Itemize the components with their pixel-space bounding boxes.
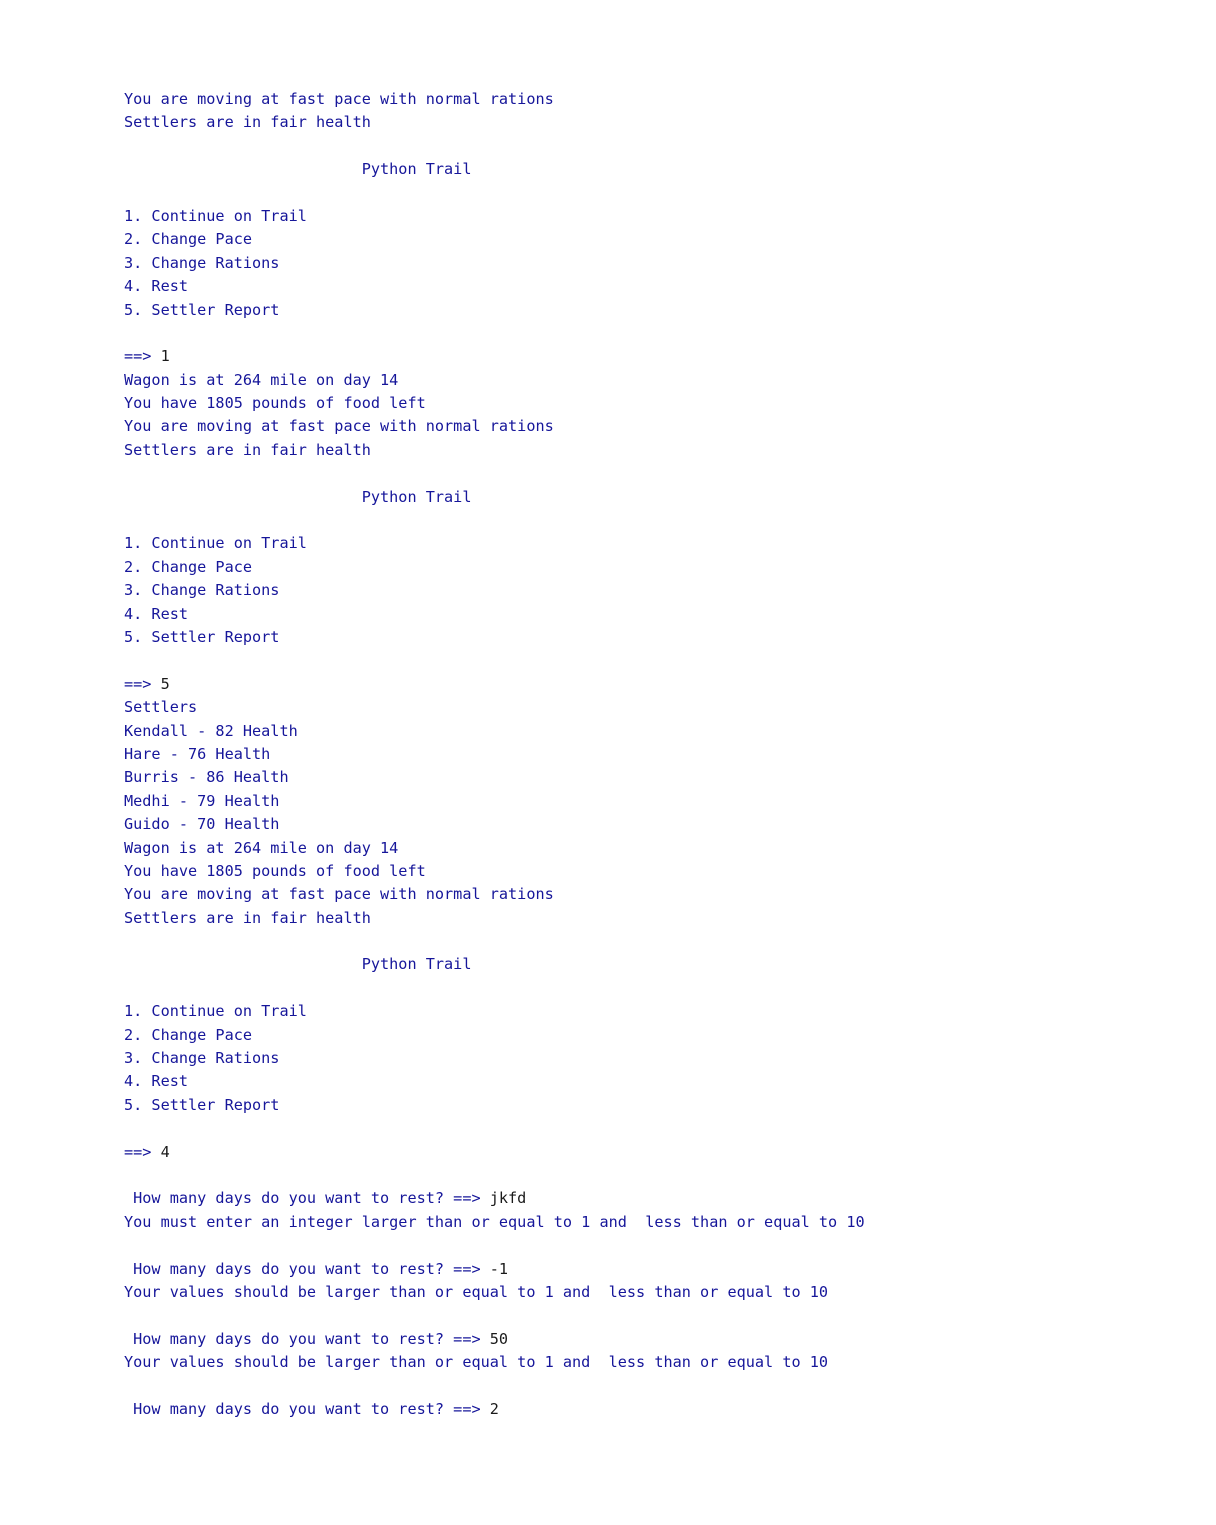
console-text: 5. Settler Report — [124, 627, 280, 646]
console-line — [124, 415, 1204, 438]
console-text: 1. Continue on Trail — [124, 206, 307, 225]
console-line — [124, 205, 1204, 228]
console-text: Medhi - 79 Health — [124, 791, 280, 810]
console-line — [124, 158, 1204, 181]
console-text: You are moving at fast pace with normal rations — [124, 417, 554, 436]
prompt-line — [124, 1258, 1204, 1281]
console-line — [124, 299, 1204, 322]
console-line — [124, 907, 1204, 930]
console-line — [124, 1304, 1204, 1327]
console-text: Your values should be larger than or equal to 1 and less than or equal to 10 — [124, 1353, 829, 1372]
prompt-line — [124, 345, 1204, 368]
console-text: Settlers — [124, 698, 198, 717]
console-text: Settlers are in fair health — [124, 440, 371, 459]
prompt-line — [124, 1187, 1204, 1210]
console-line — [124, 696, 1204, 719]
console-text: Guido - 70 Health — [124, 815, 280, 834]
console-text: ==> — [124, 1142, 161, 1161]
console-text: Python Trail — [124, 955, 472, 974]
console-line — [124, 626, 1204, 649]
console-line — [124, 790, 1204, 813]
console-line — [124, 556, 1204, 579]
console-line — [124, 509, 1204, 532]
console-line — [124, 486, 1204, 509]
console-line — [124, 252, 1204, 275]
console-text: Python Trail — [124, 160, 472, 179]
console-line — [124, 1047, 1204, 1070]
console-line — [124, 1374, 1204, 1397]
console-line — [124, 813, 1204, 836]
console-text: 5. Settler Report — [124, 1095, 280, 1114]
console-text: How many days do you want to rest? ==> — [124, 1399, 490, 1418]
prompt-line — [124, 1398, 1204, 1421]
console-text: 2. Change Pace — [124, 557, 253, 576]
user-input: 2 — [489, 1399, 499, 1418]
console-text: Your values should be larger than or equal to 1 and less than or equal to 10 — [124, 1282, 829, 1301]
console-text: 4. Rest — [124, 1072, 189, 1091]
console-text: 1. Continue on Trail — [124, 534, 307, 553]
console-text: 5. Settler Report — [124, 300, 280, 319]
console-line — [124, 392, 1204, 415]
console-text: ==> — [124, 347, 161, 366]
console-text: ==> — [124, 674, 161, 693]
prompt-line — [124, 1328, 1204, 1351]
console-line — [124, 603, 1204, 626]
console-text: How many days do you want to rest? ==> — [124, 1329, 490, 1348]
console-line — [124, 1000, 1204, 1023]
console-line — [124, 837, 1204, 860]
console-text: Settlers are in fair health — [124, 113, 371, 132]
user-input: 1 — [160, 347, 170, 366]
console-text: 1. Continue on Trail — [124, 1002, 307, 1021]
console-line — [124, 1094, 1204, 1117]
console-line — [124, 720, 1204, 743]
console-text: You are moving at fast pace with normal rations — [124, 885, 554, 904]
console-text: 3. Change Rations — [124, 581, 280, 600]
console-line — [124, 883, 1204, 906]
console-line — [124, 1117, 1204, 1140]
user-input: 5 — [160, 674, 170, 693]
console-text: Settlers are in fair health — [124, 908, 371, 927]
console-line — [124, 111, 1204, 134]
console-text: You are moving at fast pace with normal rations — [124, 90, 554, 108]
console-text: 4. Rest — [124, 604, 189, 623]
console-line — [124, 439, 1204, 462]
console-text: Burris - 86 Health — [124, 768, 289, 787]
console-text: 3. Change Rations — [124, 253, 280, 272]
console-line — [124, 369, 1204, 392]
console-line — [124, 135, 1204, 158]
console-line — [124, 1164, 1204, 1187]
console-text: 2. Change Pace — [124, 1025, 253, 1044]
console-line — [124, 1211, 1204, 1234]
console-text: Kendall - 82 Health — [124, 721, 298, 740]
user-input: 50 — [489, 1329, 509, 1348]
console-text: Wagon is at 264 mile on day 14 — [124, 838, 399, 857]
console-line — [124, 977, 1204, 1000]
console-line — [124, 88, 1204, 111]
console-line — [124, 1070, 1204, 1093]
console-output — [124, 88, 1204, 1421]
console-text: Python Trail — [124, 487, 472, 506]
console-line — [124, 1351, 1204, 1374]
console-text: You must enter an integer larger than or equal to 1 and less than or equal to 10 — [124, 1212, 865, 1231]
console-text: You have 1805 pounds of food left — [124, 861, 426, 880]
console-text: 2. Change Pace — [124, 230, 253, 249]
console-line — [124, 743, 1204, 766]
prompt-line — [124, 1141, 1204, 1164]
console-line — [124, 579, 1204, 602]
console-line — [124, 649, 1204, 672]
console-text: 3. Change Rations — [124, 1049, 280, 1068]
console-line — [124, 532, 1204, 555]
console-text: You have 1805 pounds of food left — [124, 394, 426, 413]
console-line — [124, 953, 1204, 976]
console-line — [124, 766, 1204, 789]
console-line — [124, 182, 1204, 205]
console-line — [124, 228, 1204, 251]
console-text: Hare - 76 Health — [124, 744, 271, 763]
console-line — [124, 930, 1204, 953]
console-line — [124, 322, 1204, 345]
user-input: jkfd — [489, 1189, 527, 1208]
console-text: 4. Rest — [124, 277, 189, 296]
prompt-line — [124, 673, 1204, 696]
console-line — [124, 1234, 1204, 1257]
console-line — [124, 1024, 1204, 1047]
user-input: -1 — [489, 1259, 509, 1278]
console-text: How many days do you want to rest? ==> — [124, 1259, 490, 1278]
console-line — [124, 462, 1204, 485]
user-input: 4 — [160, 1142, 170, 1161]
console-text: How many days do you want to rest? ==> — [124, 1189, 490, 1208]
console-text: Wagon is at 264 mile on day 14 — [124, 370, 399, 389]
console-line — [124, 860, 1204, 883]
console-line — [124, 275, 1204, 298]
console-line — [124, 1281, 1204, 1304]
